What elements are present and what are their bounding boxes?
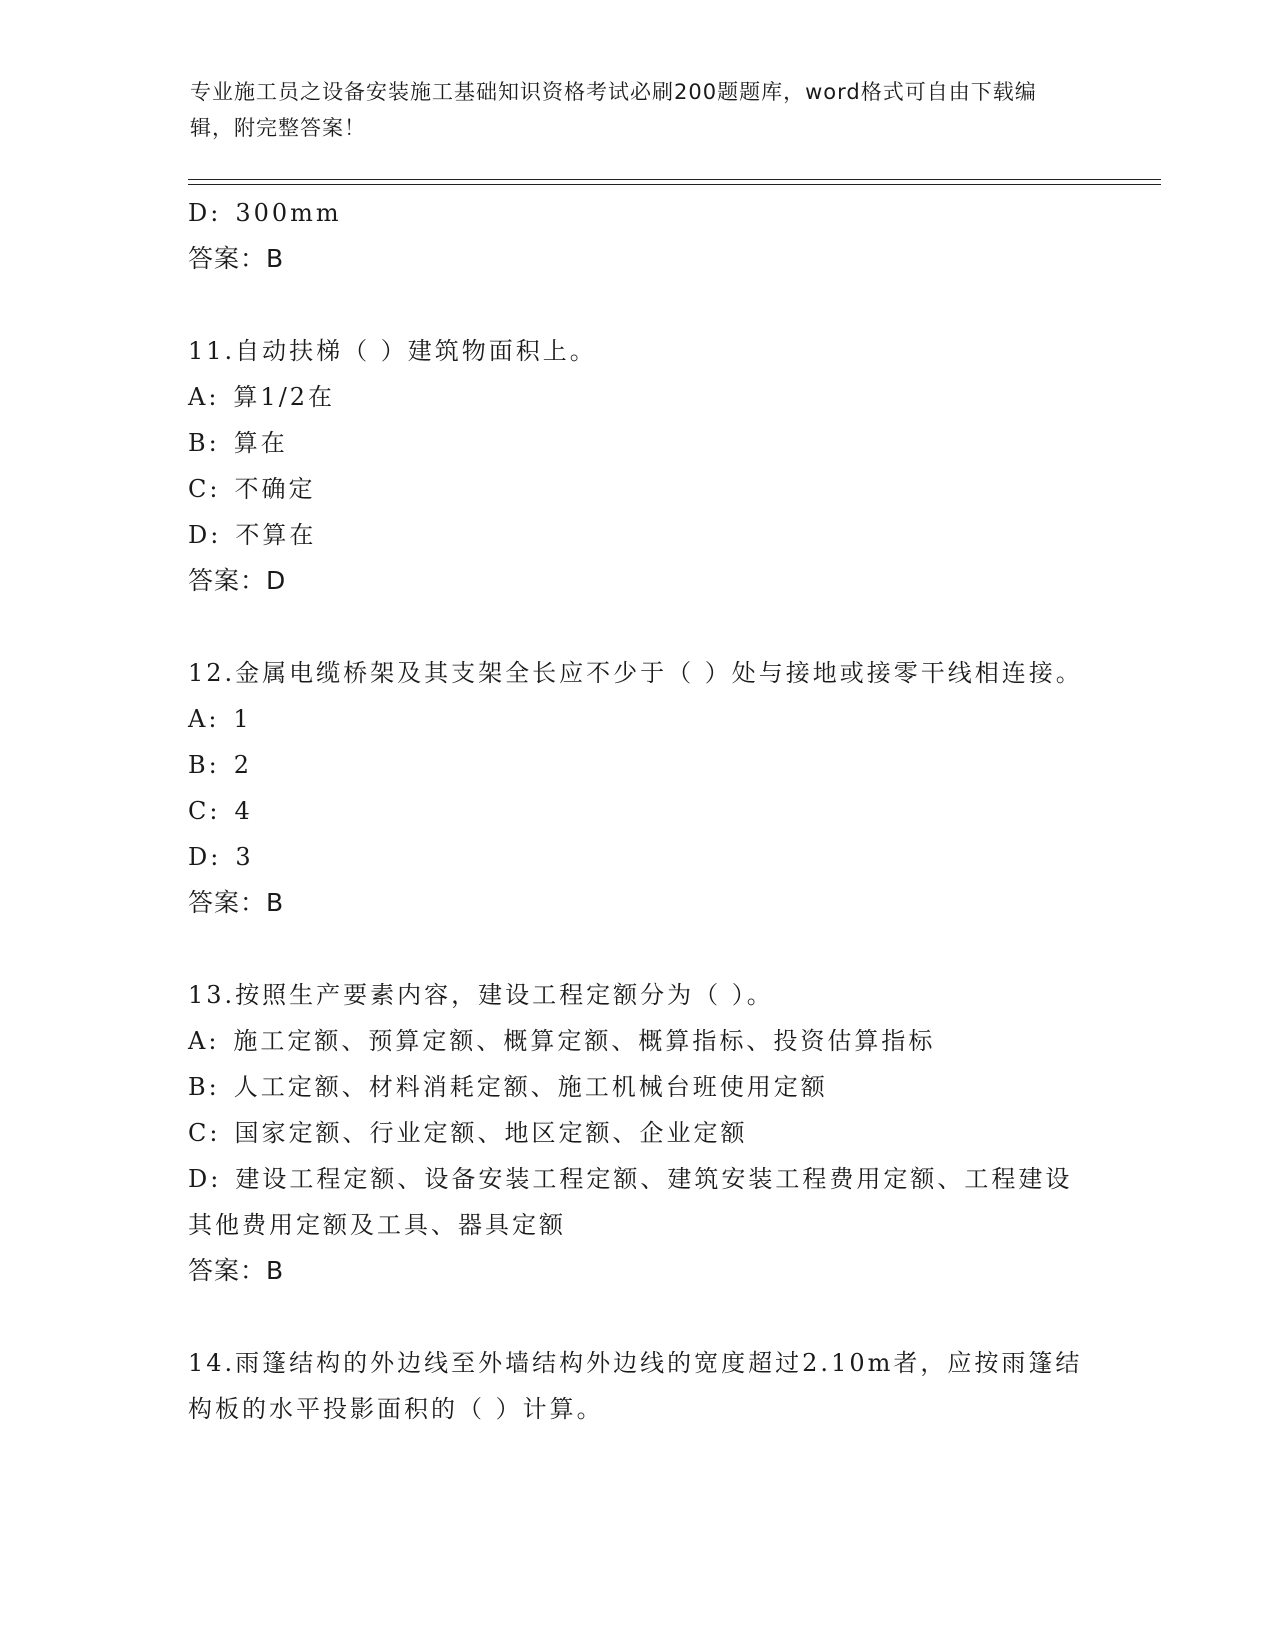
question-12 [188,650,1088,926]
question-stem: 12.金属电缆桥架及其支架全长应不少于（ ）处与接地或接零干线相连接。 [188,659,1083,687]
option-d: D: 不算在 [188,521,317,549]
option-c: C: 4 [188,797,253,825]
question-list [188,190,1088,1432]
option-c: C: 不确定 [188,475,316,503]
prev-question-tail [188,190,1088,282]
document-title: 专业施工员之设备安装施工基础知识资格考试必刷200题题库，word格式可自由下载编辑，附完整答案！ [190,80,1037,140]
question-stem: 13.按照生产要素内容，建设工程定额分为（ ）。 [188,981,774,1009]
header-rule-top [188,179,1161,180]
header-rule-bottom [188,184,1161,185]
option-b: B: 2 [188,751,253,779]
question-stem: 11.自动扶梯（ ）建筑物面积上。 [188,337,597,365]
option-a: A: 1 [188,705,252,733]
option-c: C: 国家定额、行业定额、地区定额、企业定额 [188,1119,748,1147]
question-13 [188,972,1088,1294]
option-a: A: 施工定额、预算定额、概算定额、概算指标、投资估算指标 [188,1027,936,1055]
option-b: B: 人工定额、材料消耗定额、施工机械台班使用定额 [188,1073,828,1101]
option-d: D: 建设工程定额、设备安装工程定额、建筑安装工程费用定额、工程建设其他费用定额及工具、器具定额 [188,1165,1073,1239]
question-11 [188,328,1088,604]
option-d: D: 3 [188,843,254,871]
question-stem: 14.雨篷结构的外边线至外墙结构外边线的宽度超过2.10m者，应按雨篷结构板的水平投影面积的（ ）计算。 [188,1349,1083,1423]
answer-line: 答案：B [188,1256,285,1285]
answer-line: 答案：B [188,888,285,917]
question-14 [188,1340,1088,1432]
option-d: D: 300mm [188,199,342,227]
answer-line: 答案：D [188,566,287,595]
answer-line: 答案：B [188,244,285,273]
document-header [190,74,1070,146]
option-b: B: 算在 [188,429,288,457]
option-a: A: 算1/2在 [188,383,336,411]
